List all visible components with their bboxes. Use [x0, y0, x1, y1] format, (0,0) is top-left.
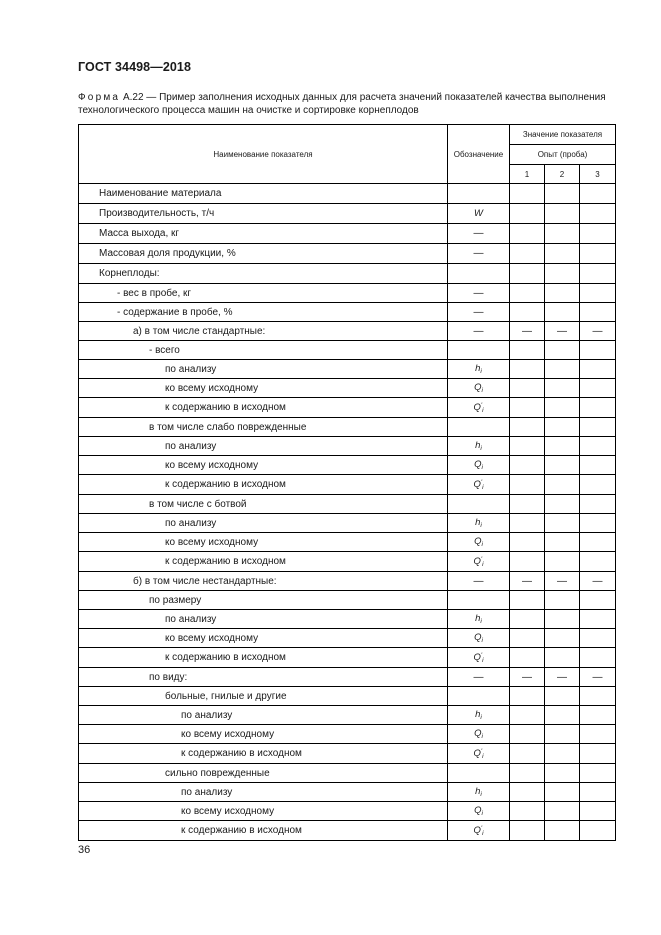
- header-trial-1: 1: [510, 165, 545, 184]
- symbol-subscript: i: [480, 714, 482, 721]
- trial-3-value-cell: [580, 360, 616, 379]
- symbol-letter: h: [475, 517, 481, 528]
- trial-1-value-cell: [510, 437, 545, 456]
- indicator-name-cell: в том числе слабо поврежденные: [79, 418, 448, 437]
- table-row: [79, 456, 616, 475]
- symbol-subscript: i: [480, 618, 482, 625]
- trial-1-value-cell: [510, 244, 545, 264]
- trial-2-value-cell: [545, 475, 580, 495]
- trial-2-value-cell: —: [545, 322, 580, 341]
- trial-1-value-cell: [510, 284, 545, 303]
- indicator-name-cell: по анализу: [79, 437, 448, 456]
- symbol-cell: [448, 360, 510, 379]
- trial-1-value-cell: [510, 821, 545, 841]
- trial-2-value-cell: [545, 398, 580, 418]
- trial-1-value-cell: [510, 418, 545, 437]
- page-number: 36: [78, 844, 91, 856]
- symbol-letter: Q: [474, 632, 482, 643]
- trial-2-value-cell: [545, 648, 580, 668]
- trial-2-value-cell: [545, 514, 580, 533]
- symbol-cell: —: [448, 284, 510, 303]
- trial-3-value-cell: [580, 204, 616, 224]
- trial-2-value-cell: [545, 303, 580, 322]
- indicator-name-cell: б) в том числе нестандартные:: [79, 572, 448, 591]
- table-row: [79, 725, 616, 744]
- indicator-name-cell: по анализу: [79, 514, 448, 533]
- symbol-letter: h: [475, 786, 481, 797]
- symbol-subscript: i: [482, 656, 484, 664]
- trial-2-value-cell: [545, 725, 580, 744]
- trial-1-value-cell: [510, 764, 545, 783]
- table-row: [79, 398, 616, 418]
- trial-3-value-cell: [580, 629, 616, 648]
- symbol-subscript: i: [481, 387, 483, 394]
- trial-2-value-cell: [545, 437, 580, 456]
- symbol-cell: [448, 764, 510, 783]
- header-trial-2: 2: [545, 165, 580, 184]
- trial-1-value-cell: [510, 360, 545, 379]
- trial-3-value-cell: —: [580, 572, 616, 591]
- form-caption: [78, 91, 615, 117]
- trial-3-value-cell: [580, 398, 616, 418]
- symbol-subscript: i: [481, 733, 483, 740]
- indicator-name-cell: Масса выхода, кг: [79, 224, 448, 244]
- indicator-name-cell: ко всему исходному: [79, 379, 448, 398]
- trial-2-value-cell: [545, 244, 580, 264]
- symbol-cell: [448, 629, 510, 648]
- trial-2-value-cell: [545, 783, 580, 802]
- header-indicator-name: Наименование показателя: [79, 125, 448, 184]
- trial-3-value-cell: [580, 264, 616, 284]
- trial-2-value-cell: [545, 495, 580, 514]
- symbol-cell: [448, 687, 510, 706]
- symbol-subscript: i: [480, 368, 482, 375]
- indicator-name-cell: - всего: [79, 341, 448, 360]
- trial-1-value-cell: [510, 629, 545, 648]
- trial-2-value-cell: [545, 379, 580, 398]
- trial-2-value-cell: —: [545, 572, 580, 591]
- trial-3-value-cell: [580, 475, 616, 495]
- symbol-cell: [448, 495, 510, 514]
- trial-3-value-cell: [580, 552, 616, 572]
- symbol-cell: —: [448, 303, 510, 322]
- indicator-name-cell: к содержанию в исходном: [79, 552, 448, 572]
- symbol-cell: —: [448, 244, 510, 264]
- symbol-subscript: i: [482, 752, 484, 760]
- trial-3-value-cell: —: [580, 668, 616, 687]
- table-row: [79, 514, 616, 533]
- trial-2-value-cell: [545, 802, 580, 821]
- symbol-letter: W: [474, 208, 483, 219]
- trial-2-value-cell: [545, 341, 580, 360]
- symbol-cell: [448, 204, 510, 224]
- trial-1-value-cell: [510, 475, 545, 495]
- indicator-name-cell: к содержанию в исходном: [79, 398, 448, 418]
- trial-2-value-cell: [545, 360, 580, 379]
- trial-3-value-cell: [580, 648, 616, 668]
- trial-2-value-cell: [545, 533, 580, 552]
- symbol-cell: [448, 456, 510, 475]
- table-row: [79, 495, 616, 514]
- trial-3-value-cell: [580, 533, 616, 552]
- indicator-name-cell: ко всему исходному: [79, 456, 448, 475]
- trial-3-value-cell: [580, 495, 616, 514]
- symbol-letter: Q: [473, 824, 481, 836]
- symbol-cell: [448, 783, 510, 802]
- table-row: [79, 284, 616, 303]
- symbol-prime: ': [480, 747, 483, 755]
- symbol-subscript: i: [481, 464, 483, 471]
- header-indicator-value: Значение показателя: [510, 125, 616, 145]
- table-row: [79, 706, 616, 725]
- trial-1-value-cell: [510, 744, 545, 764]
- table-row: [79, 264, 616, 284]
- symbol-cell: [448, 264, 510, 284]
- trial-3-value-cell: [580, 591, 616, 610]
- table-row: [79, 687, 616, 706]
- indicator-name-cell: к содержанию в исходном: [79, 744, 448, 764]
- indicator-name-cell: ко всему исходному: [79, 725, 448, 744]
- table-row: [79, 322, 616, 341]
- symbol-letter: Q: [473, 651, 481, 663]
- trial-3-value-cell: [580, 224, 616, 244]
- trial-2-value-cell: —: [545, 668, 580, 687]
- indicator-name-cell: Корнеплоды:: [79, 264, 448, 284]
- trial-2-value-cell: [545, 706, 580, 725]
- indicator-name-cell: Массовая доля продукции, %: [79, 244, 448, 264]
- symbol-subscript: i: [481, 810, 483, 817]
- symbol-letter: h: [475, 363, 481, 374]
- table-row: [79, 418, 616, 437]
- symbol-letter: Q: [474, 728, 482, 739]
- table-row: [79, 783, 616, 802]
- trial-3-value-cell: [580, 687, 616, 706]
- trial-2-value-cell: [545, 764, 580, 783]
- symbol-letter: Q: [473, 747, 481, 759]
- trial-1-value-cell: [510, 610, 545, 629]
- trial-3-value-cell: [580, 184, 616, 204]
- trial-2-value-cell: [545, 744, 580, 764]
- symbol-cell: [448, 341, 510, 360]
- trial-3-value-cell: [580, 456, 616, 475]
- symbol-letter: Q: [474, 459, 482, 470]
- header-trial-3: 3: [580, 165, 616, 184]
- table-row: [79, 475, 616, 495]
- symbol-letter: h: [475, 440, 481, 451]
- trial-3-value-cell: [580, 802, 616, 821]
- trial-3-value-cell: [580, 379, 616, 398]
- symbol-cell: [448, 379, 510, 398]
- table-row: [79, 610, 616, 629]
- symbol-cell: [448, 552, 510, 572]
- source-data-table: [78, 124, 616, 841]
- trial-2-value-cell: [545, 204, 580, 224]
- trial-2-value-cell: [545, 629, 580, 648]
- table-row: [79, 802, 616, 821]
- table-row: [79, 744, 616, 764]
- indicator-name-cell: ко всему исходному: [79, 802, 448, 821]
- trial-2-value-cell: [545, 610, 580, 629]
- table-row: [79, 821, 616, 841]
- indicator-name-cell: - содержание в пробе, %: [79, 303, 448, 322]
- trial-3-value-cell: [580, 610, 616, 629]
- symbol-cell: [448, 514, 510, 533]
- trial-1-value-cell: [510, 687, 545, 706]
- symbol-cell: [448, 475, 510, 495]
- trial-2-value-cell: [545, 456, 580, 475]
- symbol-prime: ': [480, 555, 483, 563]
- indicator-name-cell: к содержанию в исходном: [79, 475, 448, 495]
- trial-1-value-cell: [510, 341, 545, 360]
- trial-3-value-cell: [580, 418, 616, 437]
- indicator-name-cell: - вес в пробе, кг: [79, 284, 448, 303]
- symbol-prime: ': [480, 401, 483, 409]
- symbol-cell: [448, 802, 510, 821]
- trial-1-value-cell: [510, 533, 545, 552]
- symbol-cell: [448, 706, 510, 725]
- trial-1-value-cell: —: [510, 572, 545, 591]
- table-row: [79, 648, 616, 668]
- table-row: [79, 204, 616, 224]
- trial-1-value-cell: [510, 725, 545, 744]
- indicator-name-cell: в том числе с ботвой: [79, 495, 448, 514]
- trial-1-value-cell: —: [510, 668, 545, 687]
- table-row: [79, 379, 616, 398]
- table-row: [79, 629, 616, 648]
- trial-3-value-cell: [580, 706, 616, 725]
- table-row: [79, 224, 616, 244]
- trial-3-value-cell: [580, 783, 616, 802]
- symbol-cell: [448, 398, 510, 418]
- symbol-subscript: i: [481, 541, 483, 548]
- symbol-letter: Q: [474, 805, 482, 816]
- trial-1-value-cell: [510, 264, 545, 284]
- indicator-name-cell: к содержанию в исходном: [79, 648, 448, 668]
- symbol-cell: [448, 437, 510, 456]
- symbol-subscript: i: [480, 791, 482, 798]
- trial-1-value-cell: [510, 184, 545, 204]
- symbol-cell: —: [448, 668, 510, 687]
- indicator-name-cell: по анализу: [79, 706, 448, 725]
- header-trial: Опыт (проба): [510, 145, 616, 165]
- trial-1-value-cell: [510, 495, 545, 514]
- symbol-subscript: i: [481, 637, 483, 644]
- table-row: [79, 184, 616, 204]
- trial-1-value-cell: [510, 379, 545, 398]
- trial-3-value-cell: [580, 725, 616, 744]
- symbol-cell: [448, 821, 510, 841]
- trial-1-value-cell: [510, 706, 545, 725]
- symbol-subscript: i: [482, 829, 484, 837]
- indicator-name-cell: по виду:: [79, 668, 448, 687]
- symbol-prime: ': [480, 824, 483, 832]
- trial-3-value-cell: [580, 244, 616, 264]
- symbol-cell: —: [448, 572, 510, 591]
- indicator-name-cell: Производительность, т/ч: [79, 204, 448, 224]
- trial-3-value-cell: [580, 821, 616, 841]
- trial-3-value-cell: —: [580, 322, 616, 341]
- trial-1-value-cell: [510, 648, 545, 668]
- symbol-cell: [448, 744, 510, 764]
- trial-1-value-cell: [510, 224, 545, 244]
- symbol-subscript: i: [480, 522, 482, 529]
- symbol-letter: Q: [473, 401, 481, 413]
- symbol-cell: [448, 610, 510, 629]
- indicator-name-cell: сильно поврежденные: [79, 764, 448, 783]
- symbol-cell: [448, 184, 510, 204]
- table-row: [79, 591, 616, 610]
- symbol-cell: —: [448, 322, 510, 341]
- trial-3-value-cell: [580, 284, 616, 303]
- indicator-name-cell: а) в том числе стандартные:: [79, 322, 448, 341]
- table-row: [79, 552, 616, 572]
- trial-2-value-cell: [545, 821, 580, 841]
- symbol-prime: ': [480, 478, 483, 486]
- symbol-letter: h: [475, 613, 481, 624]
- trial-1-value-cell: [510, 398, 545, 418]
- indicator-name-cell: по анализу: [79, 783, 448, 802]
- table-row: [79, 437, 616, 456]
- symbol-cell: [448, 725, 510, 744]
- document-header: ГОСТ 34498—2018: [78, 60, 192, 74]
- trial-1-value-cell: [510, 802, 545, 821]
- symbol-letter: Q: [473, 555, 481, 567]
- symbol-cell: —: [448, 224, 510, 244]
- symbol-cell: [448, 418, 510, 437]
- indicator-name-cell: больные, гнилые и другие: [79, 687, 448, 706]
- trial-1-value-cell: [510, 303, 545, 322]
- table-row: [79, 668, 616, 687]
- symbol-letter: Q: [474, 536, 482, 547]
- trial-3-value-cell: [580, 341, 616, 360]
- indicator-name-cell: по анализу: [79, 360, 448, 379]
- form-label: Форма: [78, 92, 121, 103]
- trial-2-value-cell: [545, 184, 580, 204]
- symbol-prime: ': [480, 651, 483, 659]
- trial-3-value-cell: [580, 744, 616, 764]
- table-row: [79, 303, 616, 322]
- trial-1-value-cell: [510, 456, 545, 475]
- symbol-subscript: i: [482, 483, 484, 491]
- indicator-name-cell: по размеру: [79, 591, 448, 610]
- table-row: [79, 360, 616, 379]
- symbol-cell: [448, 648, 510, 668]
- form-caption-text: А.22 — Пример заполнения исходных данных для расчета значений показателей качества выполнения технологического процесса машин на очистке и сортировке корнеплодов: [78, 92, 606, 116]
- indicator-name-cell: Наименование материала: [79, 184, 448, 204]
- symbol-subscript: i: [480, 445, 482, 452]
- trial-1-value-cell: [510, 204, 545, 224]
- trial-1-value-cell: [510, 591, 545, 610]
- symbol-cell: [448, 533, 510, 552]
- symbol-letter: Q: [474, 382, 482, 393]
- trial-1-value-cell: —: [510, 322, 545, 341]
- symbol-letter: Q: [473, 478, 481, 490]
- trial-2-value-cell: [545, 687, 580, 706]
- symbol-letter: h: [475, 709, 481, 720]
- table-body: [79, 184, 616, 841]
- symbol-subscript: i: [482, 560, 484, 568]
- trial-2-value-cell: [545, 591, 580, 610]
- trial-3-value-cell: [580, 303, 616, 322]
- table-row: [79, 533, 616, 552]
- symbol-cell: [448, 591, 510, 610]
- table-row: [79, 341, 616, 360]
- indicator-name-cell: к содержанию в исходном: [79, 821, 448, 841]
- trial-2-value-cell: [545, 418, 580, 437]
- symbol-subscript: i: [482, 406, 484, 414]
- indicator-name-cell: ко всему исходному: [79, 629, 448, 648]
- trial-1-value-cell: [510, 514, 545, 533]
- trial-1-value-cell: [510, 552, 545, 572]
- trial-3-value-cell: [580, 514, 616, 533]
- trial-2-value-cell: [545, 224, 580, 244]
- indicator-name-cell: по анализу: [79, 610, 448, 629]
- indicator-name-cell: ко всему исходному: [79, 533, 448, 552]
- trial-3-value-cell: [580, 437, 616, 456]
- trial-1-value-cell: [510, 783, 545, 802]
- trial-2-value-cell: [545, 552, 580, 572]
- table-row: [79, 764, 616, 783]
- table-row: [79, 244, 616, 264]
- trial-3-value-cell: [580, 764, 616, 783]
- trial-2-value-cell: [545, 264, 580, 284]
- trial-2-value-cell: [545, 284, 580, 303]
- header-symbol: Обозначение: [448, 125, 510, 184]
- table-row: [79, 572, 616, 591]
